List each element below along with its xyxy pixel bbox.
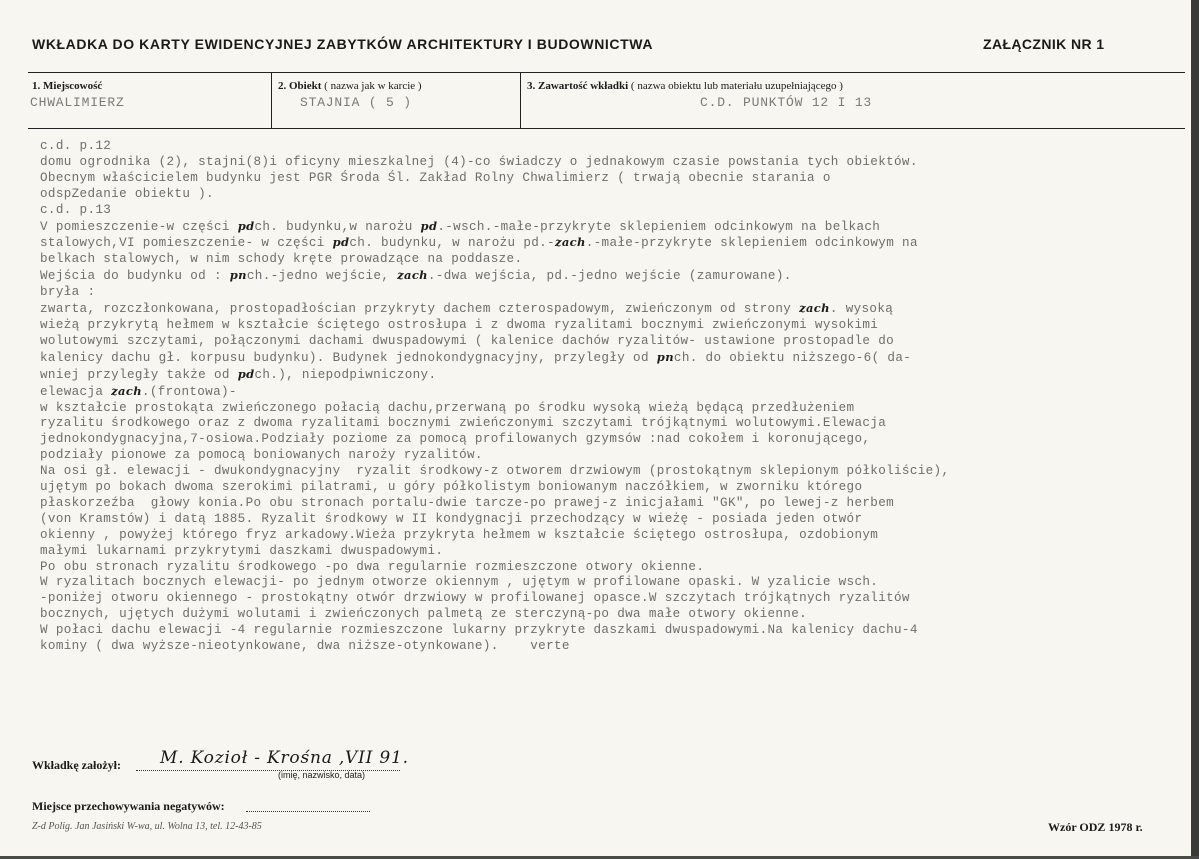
object-hint: ( nazwa jak w karcie ) <box>324 80 422 92</box>
typed-segment: .-dwa wejścia, pd.-jedno wejście (zamurowane). <box>427 269 792 284</box>
typed-segment: ryzalitu środkowego oraz z dwoma ryzalitami bocznymi zwieńczonymi szczytami trójkątnymi wolutowymi.Elewacja <box>40 416 887 431</box>
text-line <box>40 318 1170 334</box>
typed-segment: belkach stalowych, w nim schody kręte prowadzące na poddasze. <box>40 252 523 267</box>
typed-segment: (von Kramstów) i datą 1885. Ryzalit środkowy w II kondygnacji przechodzący w wieżę - posiada jeden otwór <box>40 511 863 526</box>
typed-segment: .-wsch.-małe-przykryte sklepieniem odcinkowym na belkach <box>437 219 881 234</box>
text-line <box>40 334 1170 350</box>
insert-author-label: Wkładkę założył: <box>32 758 121 772</box>
text-line <box>40 639 1170 655</box>
handwritten-correction: zach <box>111 383 142 398</box>
typed-segment: domu ogrodnika (2), stajni(8)i oficyny mieszkalnej (4)-co świadczy o jednakowym czasie powstania tych obiektów. <box>40 154 918 169</box>
negatives-location-label: Miejsce przechowywania negatywów: <box>32 799 225 813</box>
header-rule-bottom <box>28 128 1185 129</box>
typed-segment: podziały pionowe za pomocą boniowanych naroży ryzalitów. <box>40 448 483 463</box>
text-line <box>40 252 1170 268</box>
form-code: Wzór ODZ 1978 r. <box>1048 820 1143 834</box>
text-line <box>40 171 1170 187</box>
typed-segment: .(frontowa)- <box>141 384 237 399</box>
field-divider-2 <box>520 72 521 128</box>
text-line <box>40 528 1170 544</box>
text-line <box>40 401 1170 417</box>
typed-segment: w kształcie prostokąta zwieńczonego połacią dachu,przerwaną po środku wysoką wieżą będącą przedłużeniem <box>40 400 855 415</box>
typed-segment: wieżą przykrytą hełmem w kształcie ściętego ostrosłupa i z dwoma ryzalitami bocznymi zwieńczonymi wysokimi <box>40 317 879 332</box>
typed-segment: -poniżej otworu okiennego - prostokątny otwór drzwiowy w profilowanej opasce.W szczytach trójkątnych ryzalitów <box>40 591 910 606</box>
typed-segment: odspZedanie obiektu ). <box>40 186 214 201</box>
object-value: STAJNIA ( 5 ) <box>300 95 412 110</box>
handwritten-correction: zach <box>554 235 586 250</box>
typed-segment: ch. budynku,w narożu <box>254 219 421 234</box>
handwritten-correction: zach <box>799 301 830 316</box>
text-line <box>40 203 1170 219</box>
text-line <box>40 575 1170 591</box>
typed-segment: wolutowymi szczytami, połączonymi dachami dwuspadowymi ( kalenice dachów ryzalitów- ustawione prostopadle do <box>40 333 895 348</box>
typed-segment: kalenicy dachu gł. korpusu budynku). Budynek jednokondygnacyjny, przyległy od <box>40 350 657 365</box>
handwritten-correction: pn <box>229 268 247 283</box>
typed-segment: W połaci dachu elewacji -4 regularnie rozmieszczone lukarny przykryte daszkami dwuspadowymi.Na kalenicy dachu-4 <box>40 623 918 638</box>
typed-segment: Wejścia do budynku od : <box>40 269 230 284</box>
typed-segment: .-małe-przykryte sklepieniem odcinkowym na <box>585 236 918 251</box>
text-line <box>40 496 1170 512</box>
text-line <box>40 607 1170 623</box>
text-line <box>40 560 1170 576</box>
text-line <box>40 623 1170 639</box>
typed-segment: małymi lukarnami przykrytymi daszkami dwuspadowymi. <box>40 543 444 558</box>
text-line <box>40 432 1170 448</box>
typed-segment: ch. budynku, w narożu pd.- <box>349 236 555 251</box>
typed-segment: jednokondygnacyjna,7-osiowa.Podziały poziome za pomocą profilowanych gzymsów :nad cokołem i koronującego, <box>40 432 871 447</box>
typed-segment: zwarta, rozczłonkowana, prostopadłościan przykryty dachem czterospadowym, zwieńczonym od strony <box>40 302 800 317</box>
header-rule-top <box>28 72 1185 73</box>
text-line <box>40 367 1170 384</box>
typed-segment: c.d. p.12 <box>40 139 112 153</box>
typed-segment: okienny , powyżej którego fryz arkadowy.Wieża przykryta hełmem w kształcie ściętego ostrosłupa, ozdobionym <box>40 527 879 542</box>
contents-hint: ( nazwa obiektu lub materiału uzupełniającego ) <box>630 80 843 92</box>
text-line <box>40 464 1170 480</box>
typed-segment: kominy ( dwa wyższe-nieotynkowane, dwa niższe-otynkowane). verte <box>40 639 570 654</box>
text-line <box>40 235 1170 252</box>
text-line <box>40 480 1170 496</box>
typed-segment: bocznych, ujętych dużymi wolutami i zwieńczonych palmetą ze sterczyną-po dwa małe otwory okienne. <box>40 607 808 622</box>
text-line <box>40 384 1170 401</box>
form-title: WKŁADKA DO KARTY EWIDENCYJNEJ ZABYTKÓW ARCHITEKTURY I BUDOWNICTWA <box>32 36 654 52</box>
handwritten-correction: pd <box>237 366 255 381</box>
negatives-dotted-line <box>246 811 370 812</box>
text-line <box>40 285 1170 301</box>
typed-segment: c.d. p.13 <box>40 202 112 217</box>
typed-segment: wniej przyległy także od <box>40 367 238 382</box>
text-line <box>40 219 1170 236</box>
contents-value: C.D. PUNKTÓW 12 I 13 <box>700 95 873 110</box>
typed-segment: Obecnym właścicielem budynku jest PGR Środa Śl. Zakład Rolny Chwalimierz ( trwają obecnie starania o <box>40 170 831 185</box>
object-label: 2. Obiekt ( nazwa jak w karcie ) <box>278 80 422 92</box>
author-field-hint: (imię, nazwisko, data) <box>278 770 366 780</box>
handwritten-correction: pd <box>420 218 438 233</box>
text-line <box>40 350 1170 367</box>
locality-label: 1. Miejscowość <box>32 80 103 92</box>
typed-description <box>40 139 1170 655</box>
text-line <box>40 187 1170 203</box>
text-line <box>40 416 1170 432</box>
typed-segment: płaskorzeźba głowy konia.Po obu stronach portalu-dwie tarcze-po prawej-z inicjałami "GK", po lewej-z herbem <box>40 495 895 510</box>
typed-segment: stalowych,VI pomieszczenie- w części <box>40 236 333 251</box>
text-line <box>40 155 1170 171</box>
typed-segment: ch. do obiektu niższego-6( da- <box>673 350 912 365</box>
typed-segment: W ryzalitach bocznych elewacji- po jednym otworze okiennym , ujętym w profilowane opaski. W yzalicie wsch. <box>40 575 879 590</box>
text-line <box>40 512 1170 528</box>
typed-segment: V pomieszczenie-w części <box>40 219 238 234</box>
handwritten-correction: pd <box>332 235 350 250</box>
locality-value: CHWALIMIERZ <box>30 95 125 110</box>
text-line <box>40 301 1170 318</box>
typed-segment: elewacja <box>40 384 112 399</box>
printer-imprint: Z-d Polig. Jan Jasiński W-wa, ul. Wolna 13, tel. 12-43-85 <box>32 821 262 832</box>
text-line <box>40 591 1170 607</box>
text-line <box>40 448 1170 464</box>
handwritten-correction: pn <box>656 349 674 364</box>
typed-segment: . wysoką <box>829 302 894 317</box>
card-edge-shadow <box>1191 0 1199 859</box>
typed-segment: Na osi gł. elewacji - dwukondygnacyjny ryzalit środkowy-z otworem drzwiowym (prostokątnym sklepionym półkoliście), <box>40 464 950 479</box>
contents-label: 3. Zawartość wkładki ( nazwa obiektu lub materiału uzupełniającego ) <box>527 80 843 92</box>
text-line <box>40 268 1170 285</box>
handwritten-correction: pd <box>237 218 255 233</box>
field-divider-1 <box>271 72 272 128</box>
typed-segment: bryła : <box>40 285 96 300</box>
text-line <box>40 139 1170 155</box>
typed-segment: ujętym po bokach dwoma szerokimi pilatrami, u góry półkolistym boniowanym naczółkiem, w zworniku którego <box>40 480 863 495</box>
annex-number: ZAŁĄCZNIK NR 1 <box>983 36 1105 52</box>
typed-segment: ch.), niepodpiwniczony. <box>254 367 437 382</box>
typed-segment: ch.-jedno wejście, <box>246 269 398 284</box>
text-line <box>40 544 1170 560</box>
author-signature: M. Kozioł - Krośna ,VII 91. <box>160 748 409 768</box>
typed-segment: Po obu stronach ryzalitu środkowego -po dwa regularnie rozmieszczone otwory okienne. <box>40 559 705 574</box>
handwritten-correction: zach <box>397 268 428 283</box>
